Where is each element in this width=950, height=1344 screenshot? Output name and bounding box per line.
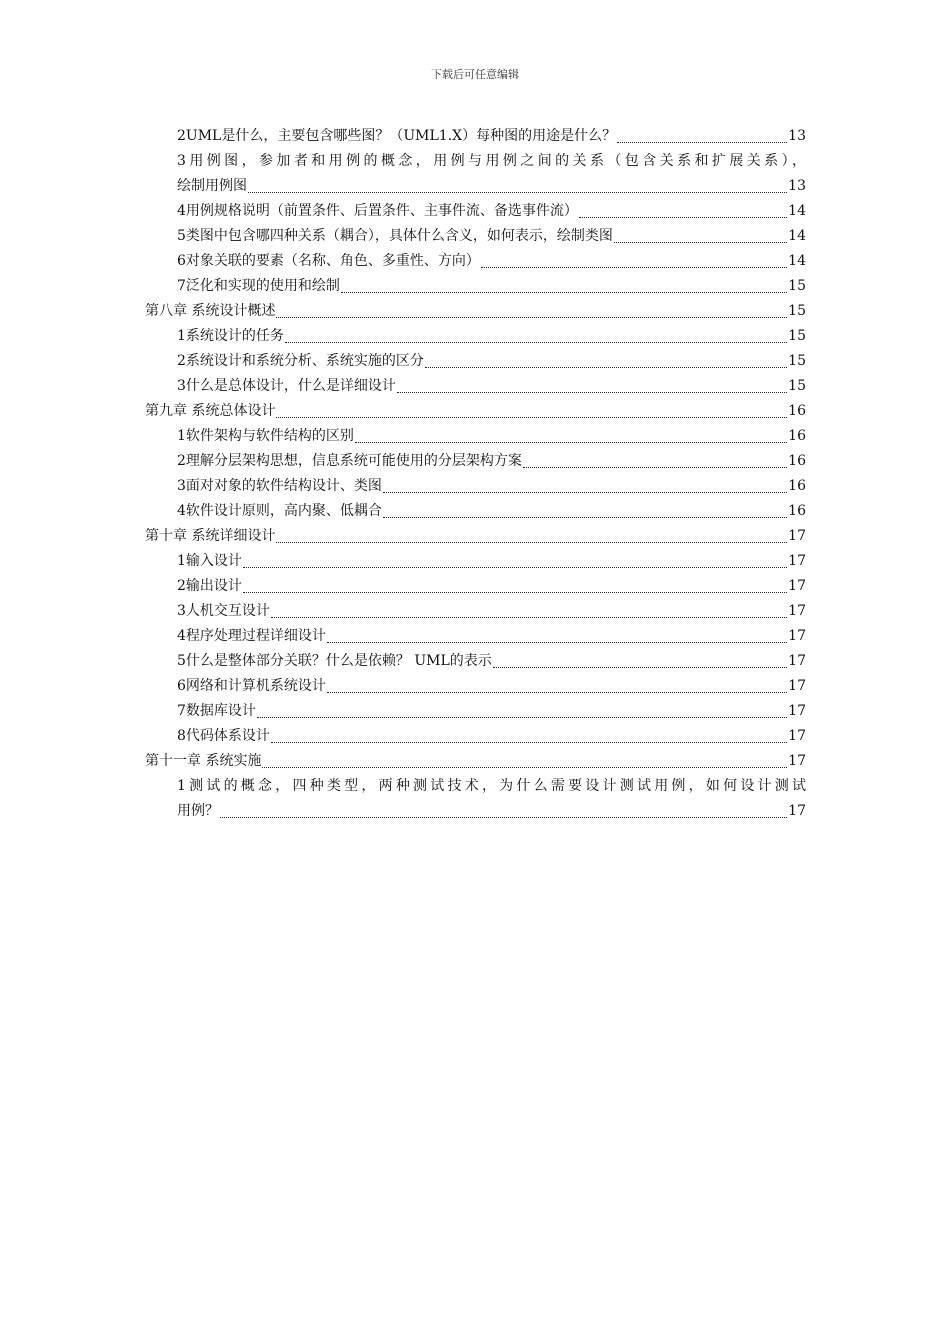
toc-entry-title: 2理解分层架构思想，信息系统可能使用的分层架构方案 [177,453,522,469]
toc-page-number: 15 [788,353,806,369]
toc-section-entry[interactable] [145,124,806,149]
toc-page-number: 17 [788,753,806,769]
toc-section-entry[interactable] [145,599,806,624]
dot-leader [271,741,787,743]
toc-entry-title: 3面对对象的软件结构设计、类图 [177,478,382,494]
toc-section-entry[interactable] [145,674,806,699]
dot-leader [383,491,787,493]
toc-section-entry[interactable] [145,374,806,399]
toc-page-number: 17 [788,803,806,819]
toc-entry-title: 第九章 系统总体设计 [145,403,276,419]
toc-section-entry[interactable] [145,624,806,649]
dot-leader [617,141,787,143]
toc-section-entry[interactable] [145,324,806,349]
toc-entry-title: 用例？ [177,803,219,819]
toc-entry-title: 第十章 系统详细设计 [145,528,276,544]
toc-entry-title: 4软件设计原则，高内聚、低耦合 [177,503,382,519]
toc-page-number: 14 [788,253,806,269]
toc-section-entry[interactable] [145,724,806,749]
toc-section-entry[interactable] [145,249,806,274]
toc-entry-title: 2UML是什么，主要包含哪些图？（UML1.X）每种图的用途是什么？ [177,128,617,144]
toc-section-entry[interactable] [145,424,806,449]
toc-page-number: 16 [788,428,806,444]
toc-section-entry[interactable] [145,199,806,224]
toc-section-entry[interactable] [145,274,806,299]
toc-page-number: 16 [788,503,806,519]
toc-page-number: 17 [788,653,806,669]
dot-leader [243,591,787,593]
toc-section-entry[interactable] [145,474,806,499]
toc-page-number: 15 [788,328,806,344]
toc-page-number: 15 [788,378,806,394]
toc-section-entry[interactable] [145,449,806,474]
dot-leader [243,566,787,568]
toc-entry-title: 2输出设计 [177,578,242,594]
dot-leader [355,441,787,443]
toc-entry-title: 7泛化和实现的使用和绘制 [177,278,340,294]
toc-page-number: 15 [788,278,806,294]
toc-page-number: 17 [788,728,806,744]
dot-leader [257,716,787,718]
toc-page-number: 17 [788,703,806,719]
toc-entry-title: 4用例规格说明（前置条件、后置条件、主事件流、备选事件流） [177,203,578,219]
dot-leader [383,516,787,518]
toc-page-number: 16 [788,478,806,494]
toc-entry-title-line1: 1测试的概念，四种类型，两种测试技术，为什么需要设计测试用例，如何设计测试 [177,778,806,794]
toc-section-entry[interactable] [145,499,806,524]
toc-page-number: 15 [788,303,806,319]
toc-entry-title: 7数据库设计 [177,703,256,719]
dot-leader [248,191,787,193]
toc-entry-title: 6网络和计算机系统设计 [177,678,326,694]
toc-page-number: 16 [788,403,806,419]
dot-leader [425,366,787,368]
toc-page-number: 13 [788,128,806,144]
toc-entry-title: 5类图中包含哪四种关系（耦合），具体什么含义，如何表示，绘制类图 [177,228,613,244]
toc-entry-title: 第八章 系统设计概述 [145,303,276,319]
toc-section-entry[interactable] [145,649,806,674]
toc-entry-title: 第十一章 系统实施 [145,753,262,769]
dot-leader [614,241,787,243]
dot-leader [493,666,787,668]
dot-leader [220,816,787,818]
toc-chapter-entry[interactable] [145,524,806,549]
dot-leader [327,641,787,643]
toc-entry-title: 6对象关联的要素（名称、角色、多重性、方向） [177,253,480,269]
dot-leader [397,391,787,393]
toc-entry-title: 3人机交互设计 [177,603,270,619]
toc-entry-title: 5什么是整体部分关联？什么是依赖？ UML的表示 [177,653,492,669]
toc-page-number: 14 [788,203,806,219]
dot-leader [271,616,787,618]
dot-leader [579,216,787,218]
toc-page-number: 17 [788,603,806,619]
toc-entry-title: 1系统设计的任务 [177,328,284,344]
toc-entry-title: 4程序处理过程详细设计 [177,628,326,644]
dot-leader [276,316,787,318]
toc-section-entry[interactable] [145,774,806,824]
toc-section-entry[interactable] [145,224,806,249]
dot-leader [481,266,787,268]
table-of-contents [145,124,806,824]
toc-page-number: 17 [788,528,806,544]
dot-leader [285,341,787,343]
toc-page-number: 14 [788,228,806,244]
toc-section-entry[interactable] [145,549,806,574]
toc-entry-title: 3什么是总体设计，什么是详细设计 [177,378,396,394]
toc-chapter-entry[interactable] [145,299,806,324]
dot-leader [523,466,787,468]
dot-leader [262,766,787,768]
toc-page-number: 13 [788,178,806,194]
toc-section-entry[interactable] [145,149,806,199]
dot-leader [276,416,787,418]
toc-page-number: 17 [788,578,806,594]
toc-page-number: 16 [788,453,806,469]
toc-section-entry[interactable] [145,349,806,374]
toc-entry-title-line1: 3用例图，参加者和用例的概念，用例与用例之间的关系（包含关系和扩展关系）， [177,153,806,169]
toc-chapter-entry[interactable] [145,749,806,774]
toc-entry-title: 绘制用例图 [177,178,247,194]
dot-leader [341,291,787,293]
toc-section-entry[interactable] [145,574,806,599]
page-header: 下载后可任意编辑 [431,68,519,81]
toc-page-number: 17 [788,628,806,644]
dot-leader [276,541,787,543]
toc-section-entry[interactable] [145,699,806,724]
toc-page-number: 17 [788,553,806,569]
toc-entry-title: 1输入设计 [177,553,242,569]
toc-entry-title: 2系统设计和系统分析、系统实施的区分 [177,353,424,369]
toc-entry-title: 1软件架构与软件结构的区别 [177,428,354,444]
dot-leader [327,691,787,693]
toc-page-number: 17 [788,678,806,694]
toc-entry-title: 8代码体系设计 [177,728,270,744]
toc-chapter-entry[interactable] [145,399,806,424]
